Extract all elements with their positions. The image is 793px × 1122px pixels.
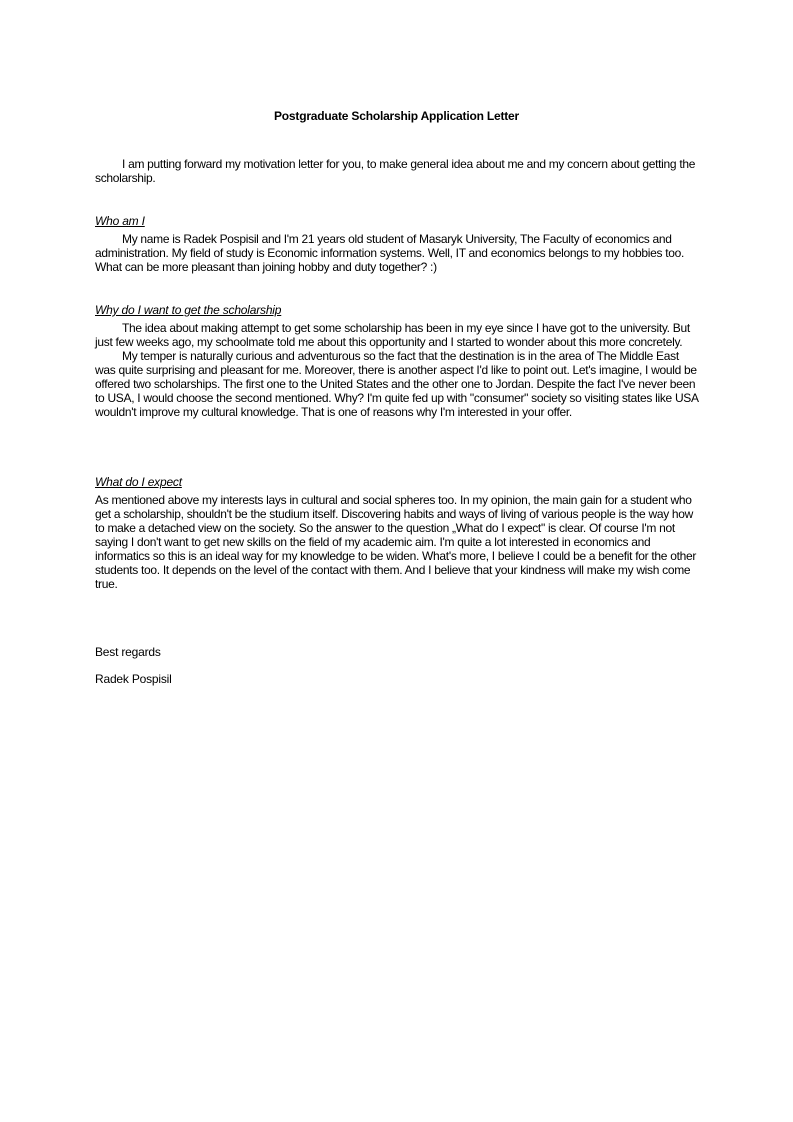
section-body-who-am-i (95, 232, 700, 274)
intro-block (95, 157, 700, 185)
section-heading-why: Why do I want to get the scholarship (95, 303, 282, 317)
section-heading-who-am-i: Who am I (95, 214, 145, 228)
section-body-why (95, 321, 700, 419)
paragraph: As mentioned above my interests lays in cultural and social spheres too. In my opinion, the main gain for a student who get a scholarship, shouldn't be the studium itself. Discovering habits and ways of living of various people is the way how to make a detached view on the society. So the answer to the question „What do I expect" is clear. Of course I'm not saying I don't want to get new skills on the field of my academic aim. I'm quite a lot interested in economics and informatics so this is an ideal way for my knowledge to be widen. What's more, I believe I could be a benefit for the other students too. It depends on the level of the contact with them. And I believe that your kindness will make my wish come true. (95, 493, 697, 591)
section-heading-expect: What do I expect (95, 475, 182, 489)
paragraph: My temper is naturally curious and adventurous so the fact that the destination is in the area of The Middle East was quite surprising and pleasant for me. Moreover, there is another aspect I'd like to point out. Let's imagine, I would be offered two scholarships. The first one to the United States and the other one to Jordan. Despite the fact I've never been to USA, I would choose the second mentioned. Why? I'm quite fed up with "consumer" society so visiting states like USA wouldn't improve my cultural knowledge. That is one of reasons why I'm interested in your offer. (95, 349, 699, 419)
page-title: Postgraduate Scholarship Application Letter (274, 109, 519, 123)
paragraph: The idea about making attempt to get some scholarship has been in my eye since I have got to the university. But just few weeks ago, my schoolmate told me about this opportunity and I started to wonder about this more concretely. (95, 321, 690, 349)
paragraph: My name is Radek Pospisil and I'm 21 years old student of Masaryk University, The Faculty of economics and administration. My field of study is Economic information systems. Well, IT and economics belongs to my hobbies too. What can be more pleasant than joining hobby and duty together? :) (95, 232, 685, 274)
signature-line: Radek Pospisil (95, 672, 172, 686)
section-body-expect (95, 493, 700, 591)
closing-line: Best regards (95, 645, 161, 659)
intro-paragraph: I am putting forward my motivation letter for you, to make general idea about me and my concern about getting the scholarship. (95, 157, 696, 185)
